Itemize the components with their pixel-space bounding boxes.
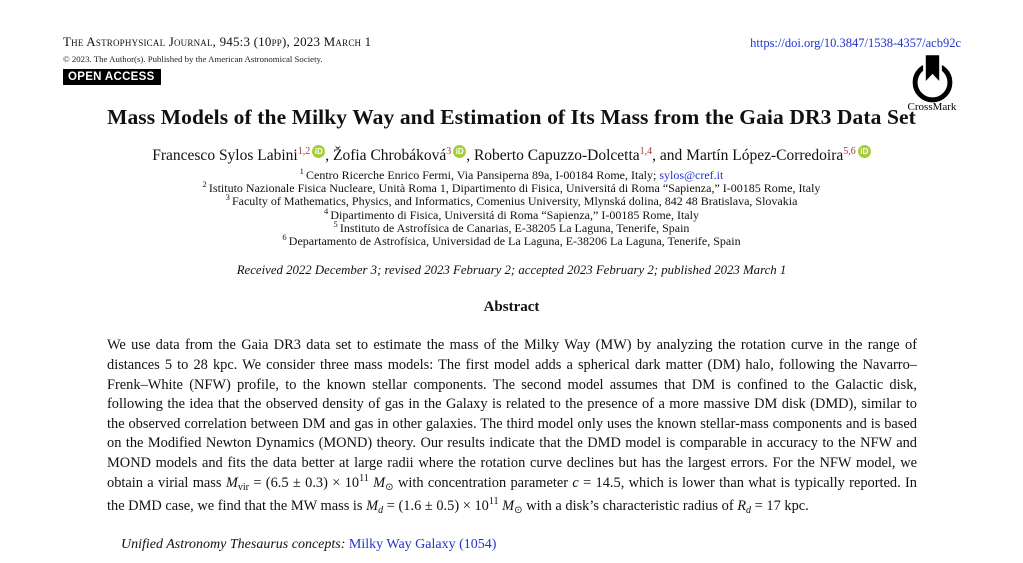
affiliation-number: 6 <box>282 232 289 243</box>
abstract-math-span: c <box>572 474 579 491</box>
abstract-span: with a disk’s characteristic radius of <box>522 498 738 515</box>
author-affiliation-sup: 1,2 <box>297 146 311 157</box>
crossmark-button[interactable] <box>893 53 971 113</box>
affiliation-number: 1 <box>299 166 307 176</box>
email-link[interactable]: sylos@cref.it <box>659 168 724 182</box>
abstract-math-span: M <box>225 474 238 491</box>
thesaurus-label: Unified Astronomy Thesaurus concepts: <box>121 537 349 552</box>
author-name: Roberto Capuzzo-Dolcetta <box>473 147 640 165</box>
affiliation-line <box>0 232 1023 249</box>
copyright-line: © 2023. The Author(s). Published by the American Astronomical Society. <box>63 54 323 64</box>
abstract-heading: Abstract <box>483 299 540 315</box>
affiliation-text: Dipartimento di Fisica, Universitá di Roma “Sapienza,” I-00185 Rome, Italy <box>330 207 699 222</box>
crossmark-icon <box>909 53 956 103</box>
open-access-badge[interactable]: OPEN ACCESS <box>63 69 161 85</box>
abstract-span: with concentration parameter <box>393 474 573 491</box>
abstract-text <box>107 336 917 520</box>
abstract-span: = 14.5, which is lower than what is typically reported. In the DMD case, we find that the MW mass is <box>107 474 918 515</box>
affiliation-number: 2 <box>202 179 209 190</box>
abstract-span: = (6.5 ± 0.3) × 10 <box>249 474 360 491</box>
abstract-math-span: M <box>502 498 515 515</box>
abstract-math-span: M <box>366 498 379 515</box>
page-title: Mass Models of the Milky Way and Estimation of Its Mass from the Gaia DR3 Data Set <box>107 105 916 129</box>
author-affiliation-sup: 5,6 <box>843 146 856 157</box>
affiliation-number: 5 <box>333 218 340 229</box>
abstract-math-span: ⊙ <box>514 505 523 517</box>
author-separator: , <box>325 147 333 165</box>
author-separator: , <box>466 147 474 165</box>
affiliation-text: Instituto de Astrofísica de Canarias, E-38205 La Laguna, Tenerife, Spain <box>339 220 690 235</box>
affiliation-text: Istituto Nazionale Fisica Nucleare, Unità Roma 1, Dipartimento di Fisica, Universitá di Roma “Sapienza,” I-00185 Rome, Italy <box>208 181 821 196</box>
abstract-math-span: vir <box>237 481 250 493</box>
journal-citation: The Astrophysical Journal, 945:3 (10pp), 2023 March 1 <box>63 34 372 49</box>
abstract-span: = 17 kpc. <box>751 498 809 515</box>
abstract-span: We use data from the Gaia DR3 data set to estimate the mass of the Milky Way (MW) by analyzing the rotation curve in the range of distances 5 to 28 kpc. We consider three mass models: The first model adds a spherical dark matter (DM) halo, following the Navarro–Frenk–White (NFW) profile, to the known stellar components. The second model assumes that DM is confined to the Galactic disk, following the idea that the observed density of gas in the Galaxy is related to the presence of a more massive DM disk (DMD), similar to the observed correlation between DM and gas in other galaxies. The third model only uses the known stellar-mass components and is based on the Modified Newton Dynamics (MOND) theory. Our results indicate that the DMD model is comparable in accuracy to the NFW and MOND models and fits the data better at large radii where the rotation curve declines but has the largest errors. For the NFW model, we obtain a virial mass <box>107 337 917 491</box>
doi-link[interactable]: https://doi.org/10.3847/1538-4357/acb92c <box>750 36 961 50</box>
abstract-math-span: M <box>373 474 386 491</box>
thesaurus-link[interactable]: Milky Way Galaxy (1054) <box>348 537 497 552</box>
affiliation-text: Faculty of Mathematics, Physics, and Informatics, Comenius University, Mlynská dolina, 842 48 Bratislava, Slovakia <box>231 194 798 209</box>
orcid-icon[interactable]: iD <box>858 145 871 158</box>
author-name: Žofia Chrobáková <box>333 147 447 165</box>
orcid-icon[interactable]: iD <box>453 145 466 158</box>
abstract-math-span: 11 <box>488 496 499 508</box>
affiliation-text: Departamento de Astrofísica, Universidad de La Laguna, E-38206 La Laguna, Tenerife, Spain <box>288 234 741 249</box>
authors-line <box>0 145 1023 165</box>
thesaurus-line <box>121 537 496 553</box>
history-line: Received 2022 December 3; revised 2023 February 2; accepted 2023 February 2; published 2023 March 1 <box>236 263 787 277</box>
header-left <box>63 34 371 85</box>
abstract-math-span: ⊙ <box>385 481 394 493</box>
author-affiliation-sup: 3 <box>446 146 452 157</box>
abstract-math-span: d <box>378 505 384 517</box>
affiliation-number: 4 <box>324 205 331 216</box>
author-separator: , and <box>652 147 687 165</box>
author-name: Francesco Sylos Labini <box>152 147 298 165</box>
author-name: Martín López-Corredoira <box>686 147 844 165</box>
crossmark-label: CrossMark <box>907 101 957 113</box>
affiliations-block <box>0 166 1023 249</box>
affiliation-number: 3 <box>225 192 232 203</box>
abstract-span: = (1.6 ± 0.5) × 10 <box>383 498 489 515</box>
author-affiliation-sup: 1,4 <box>639 146 653 157</box>
abstract-math-span: d <box>746 505 752 517</box>
orcid-icon[interactable]: iD <box>312 145 325 158</box>
abstract-math-span: R <box>737 498 747 515</box>
abstract-math-span: 11 <box>359 472 369 484</box>
affiliation-text: Centro Ricerche Enrico Fermi, Via Pansiperna 89a, I-00184 Rome, Italy; <box>306 168 660 182</box>
